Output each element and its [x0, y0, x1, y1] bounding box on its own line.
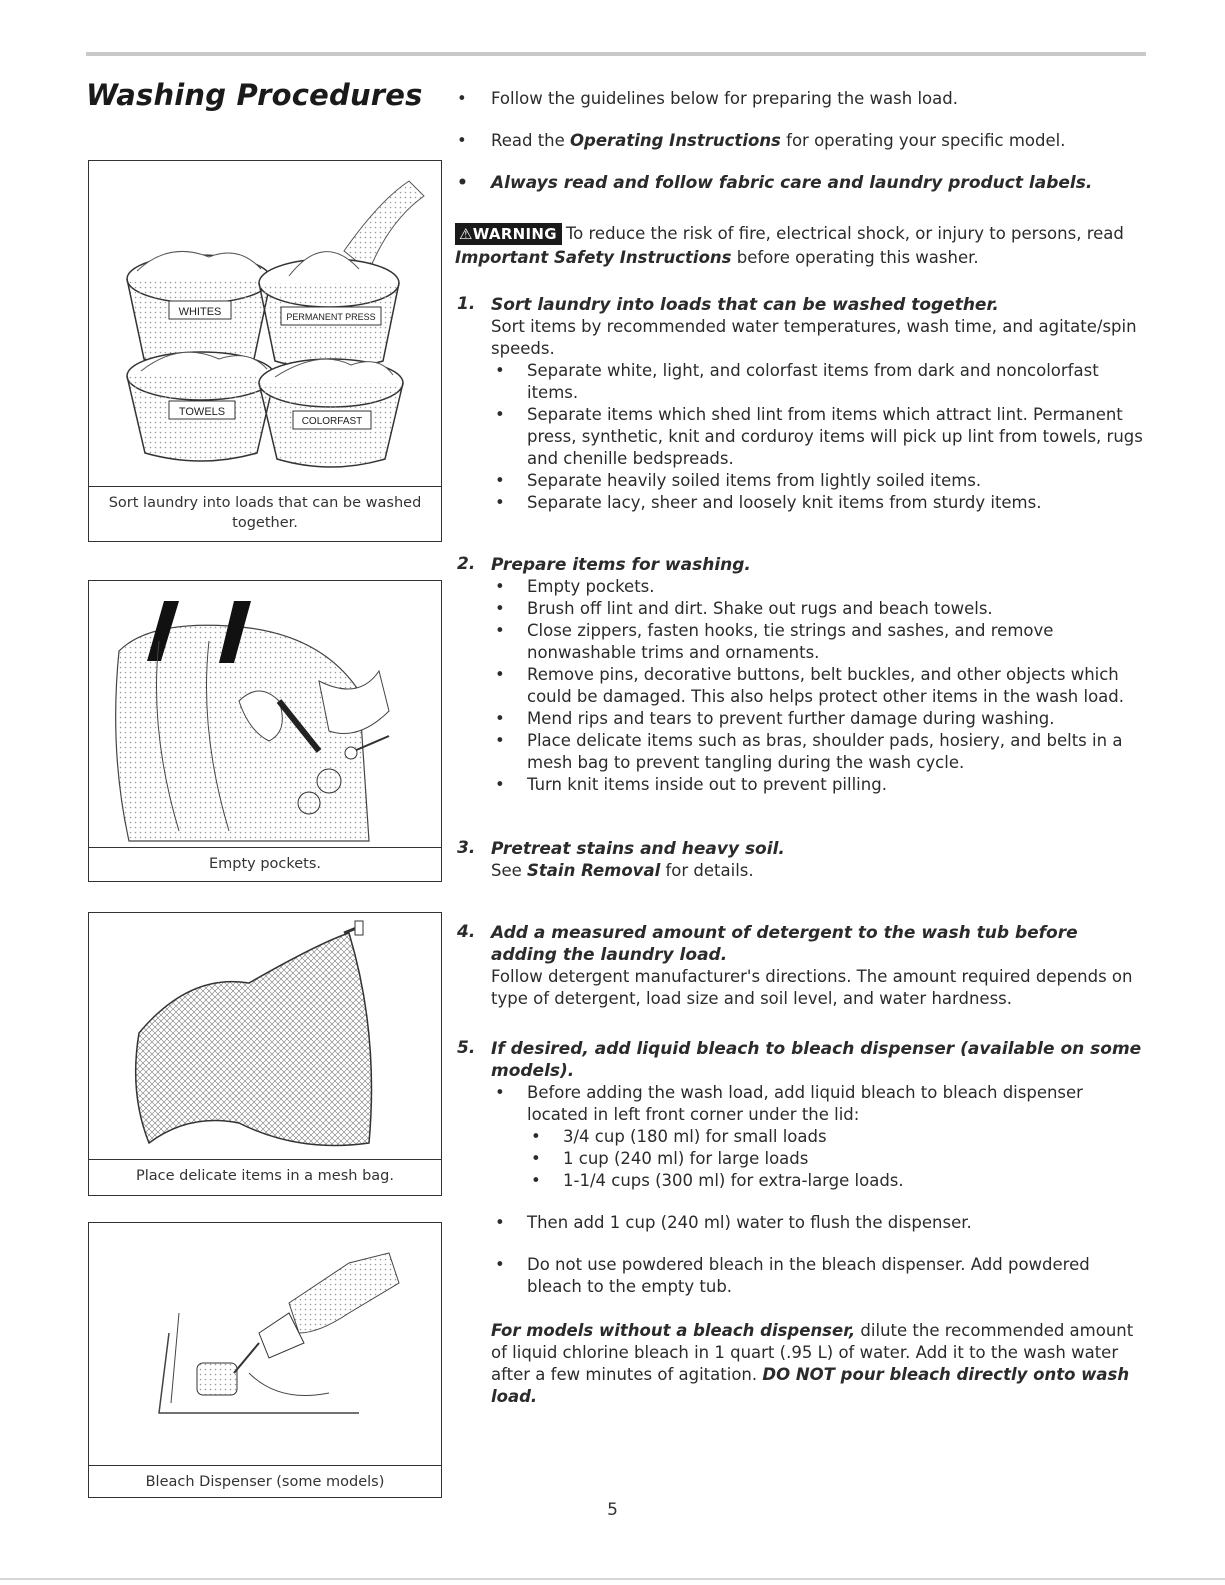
- bleach-amounts: [527, 1126, 1145, 1192]
- step-heading: Add a measured amount of detergent to the wash tub before adding the laundry load.: [491, 923, 1078, 965]
- step-text: [491, 860, 1145, 882]
- step-text: Follow detergent manufacturer's directions. The amount required depends on type of detergent, load size and soil level, and water hardness.: [491, 967, 1133, 1008]
- bleach-dispenser-illustration: [89, 1223, 441, 1465]
- step-heading: Sort laundry into loads that can be washed together.: [491, 295, 999, 315]
- warning-notice: [455, 222, 1145, 270]
- list-item: • Turn knit items inside out to prevent pilling.: [491, 774, 1145, 796]
- figure-bleach-dispenser: [88, 1222, 442, 1498]
- step-bullets: [491, 1254, 1145, 1298]
- procedure-content: [455, 88, 1145, 1422]
- closing-emphasis: For models without a bleach dispenser,: [491, 1321, 856, 1340]
- list-item: • Before adding the wash load, add liquid bleach to bleach dispenser located in left front corner under the lid:: [491, 1082, 1145, 1126]
- closing-body: dilute the recommended amount of liquid chlorine bleach in 1 quart (.95 L) of water. Add it to the wash water after a few minutes of agitation.: [491, 1321, 1134, 1384]
- list-item: • Separate white, light, and colorfast items from dark and noncolorfast items.: [491, 360, 1145, 404]
- step-3: [455, 838, 1145, 882]
- basket-label-permanent-press: PERMANENT PRESS: [286, 312, 376, 322]
- warning-badge: [455, 223, 562, 245]
- basket-label-towels: TOWELS: [178, 406, 226, 418]
- step-number: 3.: [457, 838, 476, 858]
- list-item: • 3/4 cup (180 ml) for small loads: [527, 1126, 1145, 1148]
- closing-warning: DO NOT pour bleach directly onto wash load.: [491, 1365, 1130, 1406]
- operating-instructions-ref: Operating Instructions: [570, 131, 781, 150]
- list-item: • Place delicate items such as bras, shoulder pads, hosiery, and belts in a mesh bag to prevent tangling during the wash cycle.: [491, 730, 1145, 774]
- intro-text: Read the: [491, 131, 571, 150]
- list-item: • 1-1/4 cups (300 ml) for extra-large loads.: [527, 1170, 1145, 1192]
- figure-caption: Bleach Dispenser (some models): [89, 1465, 441, 1496]
- warning-label: WARNING: [472, 225, 557, 243]
- warning-text: To reduce the risk of fire, electrical shock, or injury to persons, read: [565, 224, 1124, 243]
- step-bullets: [491, 1212, 1145, 1234]
- mesh-bag-illustration: [89, 913, 441, 1159]
- closing-text: [491, 1320, 1145, 1408]
- intro-bullet: [455, 88, 1145, 110]
- pockets-illustration: [89, 581, 441, 847]
- step-text-part: for details.: [660, 861, 754, 880]
- step-2: [455, 554, 1145, 796]
- list-item: • 1 cup (240 ml) for large loads: [527, 1148, 1145, 1170]
- closing-note: [455, 1320, 1145, 1408]
- step-bullets: [491, 576, 1145, 796]
- safety-instructions-ref: Important Safety Instructions: [455, 248, 732, 267]
- step-5: [455, 1038, 1145, 1298]
- basket-towels: [127, 352, 275, 461]
- step-text-part: See: [491, 861, 528, 880]
- step-number: 4.: [457, 922, 476, 942]
- top-rule: [86, 52, 1146, 56]
- step-bullets: [491, 360, 1145, 514]
- bottom-rule: [0, 1578, 1225, 1580]
- figure-caption: Place delicate items in a mesh bag.: [89, 1159, 441, 1190]
- figure-caption: Sort laundry into loads that can be washed together.: [89, 486, 441, 537]
- page-number: 5: [607, 1500, 618, 1520]
- step-heading: Pretreat stains and heavy soil.: [491, 839, 785, 859]
- step-heading: Prepare items for washing.: [491, 555, 751, 575]
- step-number: 2.: [457, 554, 476, 574]
- list-item: • Brush off lint and dirt. Shake out rugs and beach towels.: [491, 598, 1145, 620]
- step-number: 1.: [457, 294, 476, 314]
- figure-caption: Empty pockets.: [89, 847, 441, 878]
- warning-text: before operating this washer.: [731, 248, 979, 267]
- step-bullets: [491, 1082, 1145, 1126]
- basket-whites: [127, 251, 271, 367]
- page-title: Washing Procedures: [86, 78, 423, 112]
- basket-colorfast: [259, 359, 403, 467]
- basket-label-colorfast: COLORFAST: [301, 416, 363, 427]
- step-number: 5.: [457, 1038, 476, 1058]
- step-4: [455, 922, 1145, 1010]
- intro-text: for operating your specific model.: [780, 131, 1066, 150]
- list-item: • Separate lacy, sheer and loosely knit items from sturdy items.: [491, 492, 1145, 514]
- list-item: • Close zippers, fasten hooks, tie strings and sashes, and remove nonwashable trims and ornaments.: [491, 620, 1145, 664]
- warning-triangle-icon: ⚠: [459, 225, 473, 243]
- list-item: • Separate items which shed lint from items which attract lint. Permanent press, synthetic, knit and corduroy items will pick up lint from towels, rugs and chenille bedspreads.: [491, 404, 1145, 470]
- figure-mesh-bag: [88, 912, 442, 1196]
- list-item: • Then add 1 cup (240 ml) water to flush the dispenser.: [491, 1212, 1145, 1234]
- intro-text: Always read and follow fabric care and laundry product labels.: [491, 173, 1093, 193]
- basket-label-whites: WHITES: [178, 306, 222, 318]
- baskets-illustration: [89, 161, 441, 486]
- figure-empty-pockets: [88, 580, 442, 882]
- step-1: [455, 294, 1145, 514]
- list-item: • Empty pockets.: [491, 576, 1145, 598]
- intro-bullet: [455, 130, 1145, 152]
- list-item: • Separate heavily soiled items from lightly soiled items.: [491, 470, 1145, 492]
- list-item: • Mend rips and tears to prevent further damage during washing.: [491, 708, 1145, 730]
- intro-bullet-emphasis: [455, 172, 1145, 194]
- intro-text: Follow the guidelines below for preparing the wash load.: [491, 89, 958, 108]
- basket-permanent-press: [259, 252, 399, 369]
- list-item: • Do not use powdered bleach in the bleach dispenser. Add powdered bleach to the empty tub.: [491, 1254, 1145, 1298]
- stain-removal-ref: Stain Removal: [527, 861, 661, 880]
- figure-sort-laundry: [88, 160, 442, 542]
- step-heading: If desired, add liquid bleach to bleach dispenser (available on some models).: [491, 1039, 1142, 1081]
- step-text: Sort items by recommended water temperatures, wash time, and agitate/spin speeds.: [491, 317, 1137, 358]
- list-item: • Remove pins, decorative buttons, belt buckles, and other objects which could be damaged. This also helps protect other items in the wash load.: [491, 664, 1145, 708]
